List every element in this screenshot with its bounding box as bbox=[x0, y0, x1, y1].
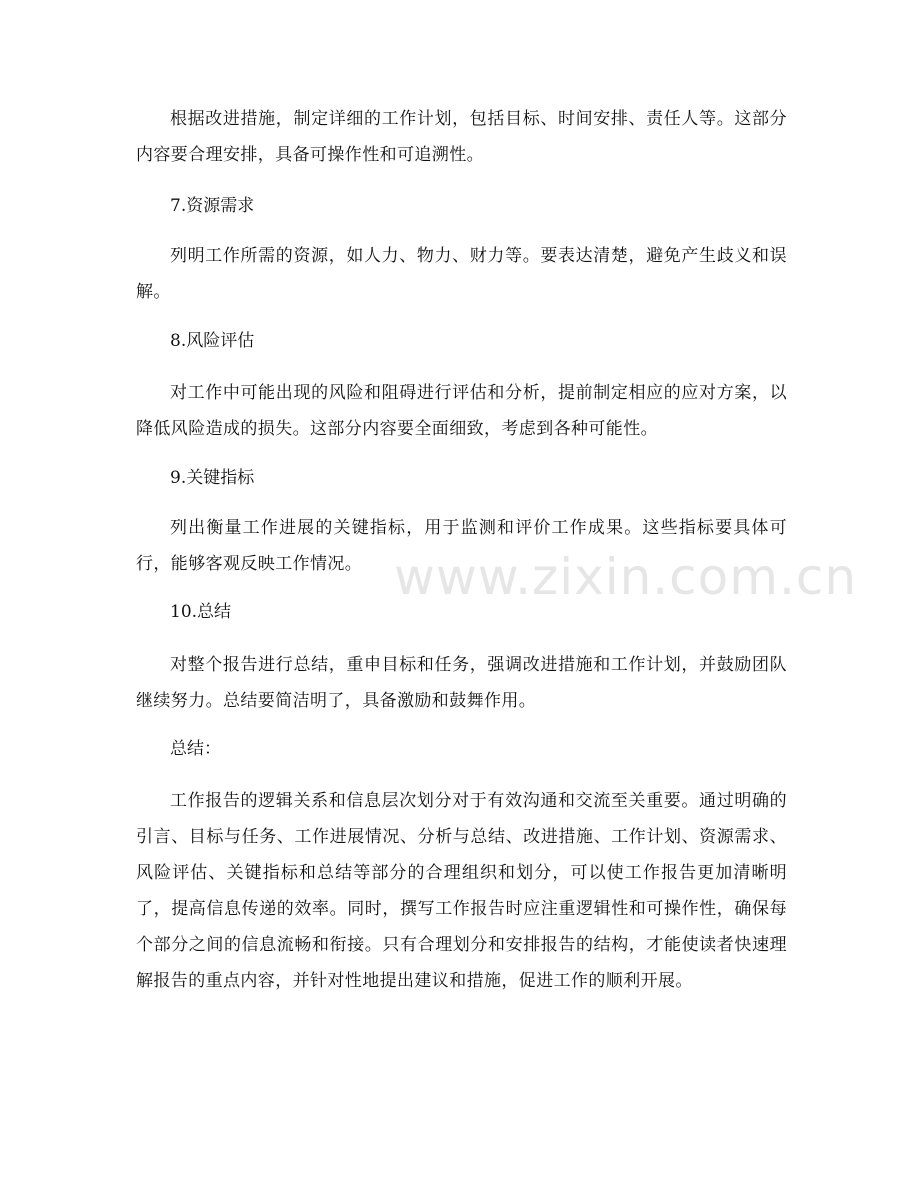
paragraph-key-indicators: 列出衡量工作进展的关键指标，用于监测和评价工作成果。这些指标要具体可行，能够客观反映工作情况。 bbox=[136, 518, 787, 574]
paragraph-risk-assessment: 对工作中可能出现的风险和阻碍进行评估和分析，提前制定相应的应对方案，以降低风险造成的损失。这部分内容要全面细致，考虑到各种可能性。 bbox=[136, 383, 787, 439]
paragraph-work-plan: 根据改进措施，制定详细的工作计划，包括目标、时间安排、责任人等。这部分内容要合理安排，具备可操作性和可追溯性。 bbox=[136, 109, 787, 165]
heading-key-indicators: 9.关键指标 bbox=[170, 468, 255, 488]
watermark: www.zixin.com.cn bbox=[394, 548, 858, 606]
paragraph-summary-section: 对整个报告进行总结，重申目标和任务，强调改进措施和工作计划，并鼓励团队继续努力。总结要简洁明了，具备激励和鼓舞作用。 bbox=[136, 655, 787, 711]
heading-risk-assessment: 8.风险评估 bbox=[170, 331, 255, 351]
heading-summary-section: 10.总结 bbox=[170, 602, 232, 622]
heading-conclusion: 总结： bbox=[170, 739, 221, 759]
paragraph-conclusion: 工作报告的逻辑关系和信息层次划分对于有效沟通和交流至关重要。通过明确的引言、目标与任务、工作进展情况、分析与总结、改进措施、工作计划、资源需求、风险评估、关键指标和总结等部分的合理组织和划分，可以使工作报告更加清晰明了，提高信息传递的效率。同时，撰写工作报告时应注重逻辑性和可操作性，确保每个部分之间的信息流畅和衔接。只有合理划分和安排报告的结构，才能使读者快速理解报告的重点内容，并针对性地提出建议和措施，促进工作的顺利开展。 bbox=[136, 791, 787, 991]
heading-resource-needs: 7.资源需求 bbox=[170, 196, 255, 216]
paragraph-resource-needs: 列明工作所需的资源，如人力、物力、财力等。要表达清楚，避免产生歧义和误解。 bbox=[136, 246, 787, 302]
